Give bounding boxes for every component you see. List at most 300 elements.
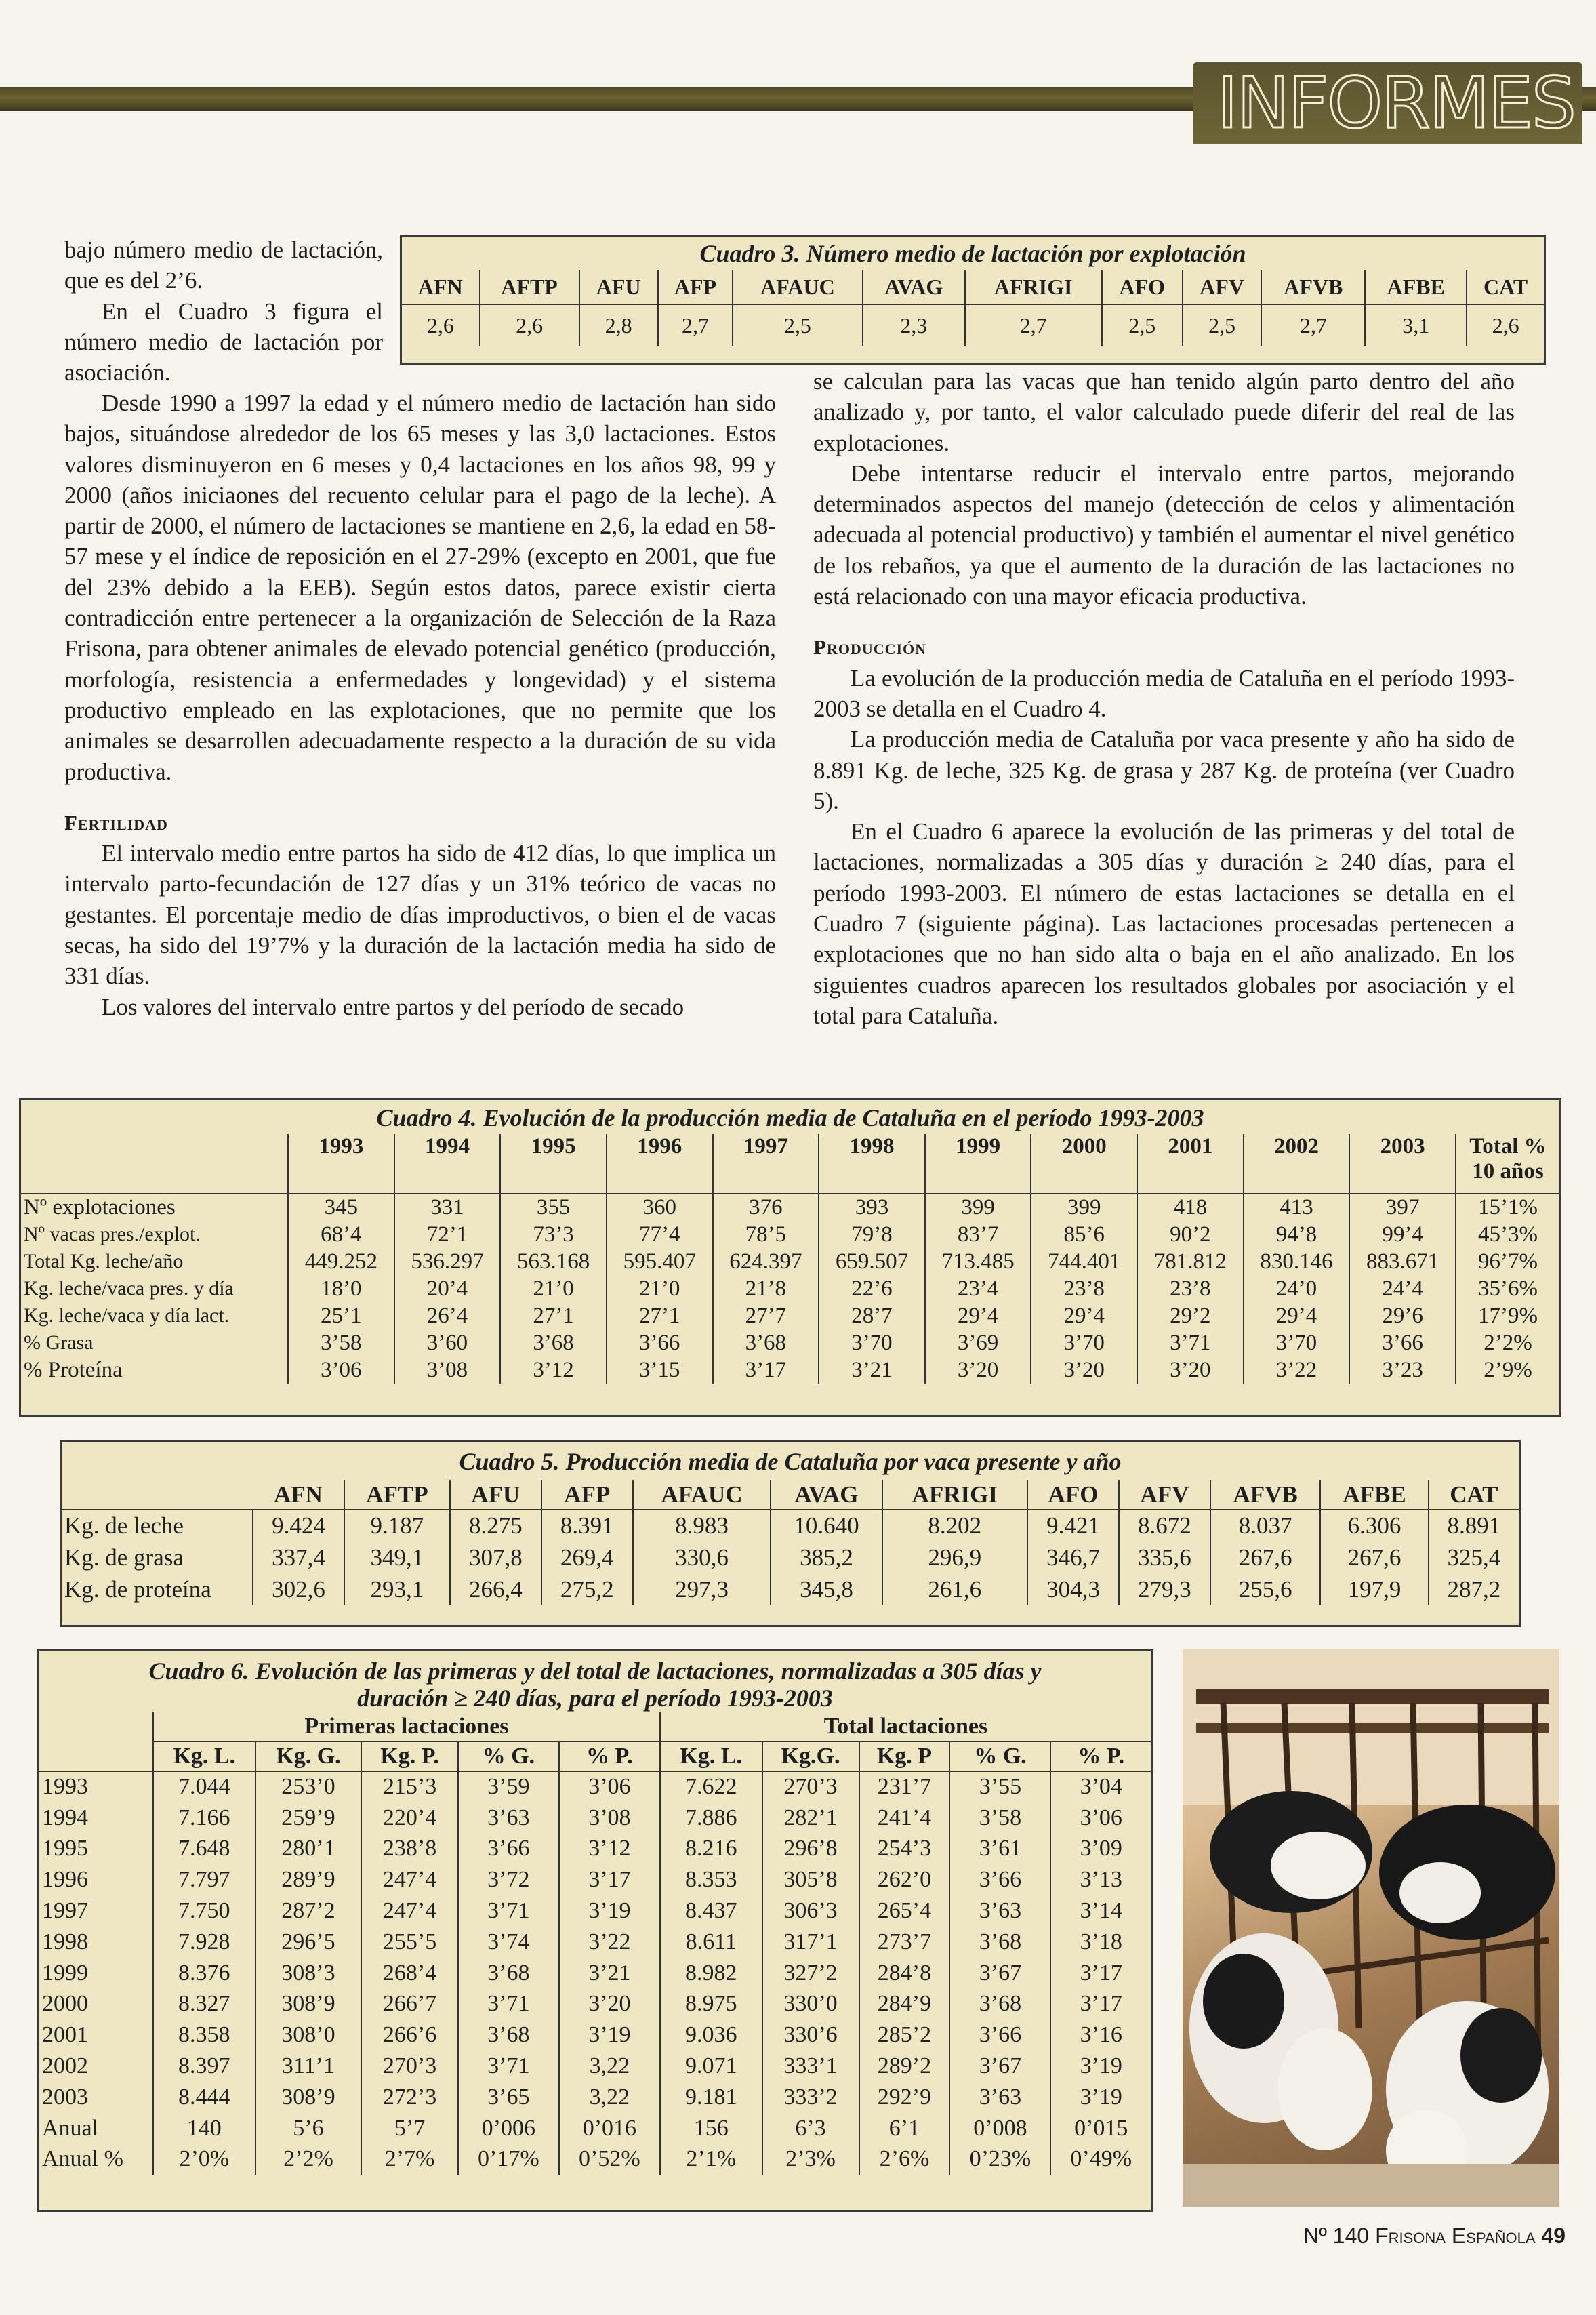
table-cell: 345,8 (771, 1573, 882, 1605)
table-row (62, 1573, 1519, 1605)
row-label: 1997 (42, 1898, 88, 1924)
table-cell: 24’0 (1244, 1275, 1350, 1302)
table-cell: 3’22 (1244, 1356, 1350, 1384)
table-cell: 3’65 (458, 2082, 559, 2113)
table-cell: 197,9 (1320, 1573, 1428, 1605)
table-cell: 8.437 (660, 1895, 762, 1927)
row-label: Kg. leche/vaca pres. y día (24, 1277, 234, 1300)
table-cell: 3’67 (949, 2051, 1050, 2082)
table-cell: 2,8 (579, 304, 658, 346)
table-cell: 3’66 (1349, 1329, 1456, 1356)
table-cell: 308’9 (255, 1989, 362, 2020)
column-header: AFP (541, 1480, 633, 1510)
table-cell: 3’69 (925, 1329, 1031, 1356)
table-cell: 94’8 (1244, 1221, 1350, 1248)
table-cell: 3’71 (1137, 1329, 1244, 1356)
right-col (813, 366, 1515, 1031)
cuadro-5 (60, 1440, 1521, 1627)
table-cell: 83’7 (925, 1221, 1031, 1248)
column-header: AFO (1027, 1480, 1119, 1510)
column-header: % G. (458, 1742, 559, 1771)
table-cell: 287,2 (1429, 1573, 1519, 1605)
table-cell: 333’1 (762, 2051, 859, 2082)
column-header: CAT (1429, 1480, 1519, 1510)
table-cell: 7.750 (153, 1895, 255, 1927)
table-cell: 330’6 (762, 2019, 859, 2051)
table-cell: 3’14 (1050, 1895, 1151, 1927)
table-cell: 8.376 (153, 1958, 255, 1989)
column-header: AFAUC (733, 270, 863, 304)
table-cell: 9.071 (660, 2051, 762, 2082)
table-cell: 3’66 (607, 1329, 713, 1356)
table-cell: 96’7% (1456, 1248, 1559, 1275)
table-cell: 238’8 (361, 1834, 458, 1865)
left-col (64, 388, 776, 1022)
table-cell: 27’7 (713, 1302, 819, 1329)
table-caption: Cuadro 4. Evolución de la producción media de Cataluña en el período 1993-2003 (376, 1104, 1204, 1131)
table-cell: 3’55 (949, 1771, 1050, 1803)
table-cell: 2,5 (733, 304, 863, 346)
paragraph: Los valores del intervalo entre partos y del período de secado (102, 993, 684, 1020)
table-header-row (402, 270, 1544, 304)
cuadro-4 (19, 1098, 1561, 1417)
row-label: Kg. de proteína (64, 1575, 211, 1603)
table-cell: 2’7% (361, 2144, 458, 2175)
table-cell: 418 (1137, 1194, 1244, 1221)
table-cell: 9.181 (660, 2082, 762, 2113)
table-row (39, 2082, 1151, 2113)
paragraph: En el Cuadro 3 figura el número medio de lactación por asociación. (64, 298, 383, 386)
total-header-line: 10 años (1472, 1159, 1544, 1184)
table-cell: 2,6 (480, 304, 579, 346)
row-label: 2000 (42, 1991, 88, 2017)
table-cell: 3’72 (458, 1864, 559, 1895)
table-cell: 3’67 (949, 1958, 1050, 1989)
table-cell: 360 (607, 1194, 713, 1221)
table-caption: Cuadro 5. Producción media de Cataluña por vaca presente y año (459, 1448, 1122, 1475)
column-header: 2003 (1349, 1134, 1456, 1194)
paragraph: se calculan para las vacas que han tenido algún parto dentro del año analizado y, por tanto, el valor calculado puede diferir del real de las explotaciones. (813, 368, 1515, 456)
cuadro-3 (400, 235, 1546, 365)
corner-cell (62, 1480, 253, 1510)
table-cell: 99’4 (1349, 1221, 1456, 1248)
table-cell: 140 (153, 2113, 255, 2144)
table-cell: 220’4 (361, 1803, 458, 1834)
calves-illustration (1183, 1649, 1559, 2207)
section-heading: Producción (813, 635, 927, 660)
caption-line-2: duración ≥ 240 días, para el período 1993-2003 (357, 1685, 833, 1712)
table-row (62, 1510, 1519, 1542)
table-cell: 330’0 (762, 1989, 859, 2020)
row-label: % Grasa (24, 1331, 94, 1354)
table-cell: 325,4 (1429, 1542, 1519, 1573)
row-label: Kg. de leche (64, 1512, 184, 1539)
table-cell: 255,6 (1210, 1573, 1321, 1605)
table-cell: 85’6 (1031, 1221, 1137, 1248)
table-cell: 3’19 (559, 1895, 660, 1927)
table-cell: 22’6 (819, 1275, 925, 1302)
paragraph: Desde 1990 a 1997 la edad y el número medio de lactación han sido bajos, situándose alrededor de los 65 meses y las 3,0 lactaciones. Estos valores disminuyeron en 6 meses y 0,4 lactaciones en los años 98, 99 y 2000 (años iniciaones del recuento celular para el pago de la leche). A partir de 2000, el número de lactaciones se mantiene en 2,6, la edad en 58-57 mese y el índice de reposición en el 27-29% (excepto en 2001, que fue del 23% debido a la EEB). Según estos datos, parece existir cierta contradicción entre pertenecer a la organización de Selección de la Raza Frisona, para obtener animales de elevado potencial genético (producción, morfología, resistencia a enfermedades y longevidad) y el sistema productivo empleado en las explotaciones, que no permite que los animales se desarrollen adecuadamente respecto a la duración de su vida productiva. (64, 390, 776, 785)
table-cell: 90’2 (1137, 1221, 1244, 1248)
table-cell: 3’12 (559, 1834, 660, 1865)
table-cell: 3’08 (394, 1356, 501, 1384)
page-number: 49 (1541, 2223, 1566, 2248)
table-row (39, 2051, 1151, 2082)
table-cell: 29’4 (1031, 1302, 1137, 1329)
table-cell: 68’4 (288, 1221, 394, 1248)
cuadro-5-table (62, 1480, 1519, 1605)
table-cell: 45’3% (1456, 1221, 1559, 1248)
table-cell: 3’70 (1244, 1329, 1350, 1356)
table-cell: 270’3 (762, 1771, 859, 1803)
table-cell: 3’63 (949, 1895, 1050, 1927)
table-cell: 268’4 (361, 1958, 458, 1989)
table-cell: 304,3 (1027, 1573, 1119, 1605)
table-row (39, 1771, 1151, 1803)
left-col-top (64, 235, 383, 388)
table-cell: 3’58 (949, 1803, 1050, 1834)
table-row (39, 1989, 1151, 2020)
row-label: 2003 (42, 2084, 88, 2110)
table-cell: 624.397 (713, 1248, 819, 1275)
table-cell: 3’74 (458, 1927, 559, 1958)
table-cell: 713.485 (925, 1248, 1031, 1275)
page-footer (1227, 2223, 1566, 2257)
table-cell: 563.168 (500, 1248, 607, 1275)
section-heading: Fertilidad (64, 810, 168, 834)
row-label: Nº explotaciones (24, 1195, 176, 1220)
column-header: AFN (417, 275, 463, 299)
table-cell: 376 (713, 1194, 819, 1221)
table-cell: 8.444 (153, 2082, 255, 2113)
row-label: 1996 (42, 1867, 88, 1893)
table-cell: 27’1 (607, 1302, 713, 1329)
row-label: Anual (42, 2115, 99, 2141)
table-cell: 21’0 (500, 1275, 607, 1302)
table-cell: 266’6 (361, 2019, 458, 2051)
table-cell: 24’4 (1349, 1275, 1456, 1302)
table-cell: 18’0 (288, 1275, 394, 1302)
table-cell: 26’4 (394, 1302, 501, 1329)
magazine-name: Frisona Española (1375, 2223, 1536, 2248)
table-cell: 308’3 (255, 1958, 362, 1989)
column-header: AFV (1183, 270, 1261, 304)
table-cell: 2,3 (863, 304, 965, 346)
table-cell: 3’20 (1031, 1356, 1137, 1384)
column-header: Kg. G. (255, 1742, 362, 1771)
table-cell: 346,7 (1027, 1542, 1119, 1573)
paragraph: El intervalo medio entre partos ha sido de 412 días, lo que implica un intervalo parto-fecundación de 127 días y un 31% teórico de vacas no gestantes. El porcentaje medio de días improductivos, o bien el de vacas secas, ha sido del 19’7% y la duración de la lactación media ha sido de 331 días. (64, 840, 776, 990)
table-cell: 3’68 (500, 1329, 607, 1356)
row-label: Kg. de grasa (64, 1544, 184, 1571)
table-cell: 3’17 (713, 1356, 819, 1384)
table-cell: 28’7 (819, 1302, 925, 1329)
table-cell: 7.797 (153, 1864, 255, 1895)
caption-line-1: Cuadro 6. Evolución de las primeras y del total de lactaciones, normalizadas a 305 días y (148, 1657, 1042, 1685)
table-cell: 3’20 (925, 1356, 1031, 1384)
table-cell: 296’5 (255, 1927, 362, 1958)
table-cell: 397 (1349, 1194, 1456, 1221)
column-header: AFVB (1261, 270, 1365, 304)
table-cell: 3’06 (559, 1771, 660, 1803)
table-cell: 9.424 (253, 1510, 344, 1542)
group-total: Total lactaciones (660, 1712, 1151, 1742)
table-cell: 297,3 (633, 1573, 771, 1605)
table-cell: 3,1 (1365, 304, 1467, 346)
column-header: AFRIGI (965, 270, 1102, 304)
table-cell: 2,7 (965, 304, 1102, 346)
table-cell: 247’4 (361, 1864, 458, 1895)
table-cell: 883.671 (1349, 1248, 1456, 1275)
table-cell: 2,5 (1183, 304, 1261, 346)
table-cell: 3’70 (1031, 1329, 1137, 1356)
column-header: AFBE (1320, 1480, 1428, 1510)
column-header: % P. (559, 1742, 660, 1771)
table-cell: 284’8 (859, 1958, 950, 1989)
table-cell: 7.166 (153, 1803, 255, 1834)
table-cell: 259’9 (255, 1803, 362, 1834)
row-label: 1999 (42, 1960, 88, 1986)
table-cell: 8.611 (660, 1927, 762, 1958)
table-cell: 292’9 (859, 2082, 950, 2113)
table-cell: 0’52% (559, 2144, 660, 2175)
table-cell: 287’2 (255, 1895, 362, 1927)
total-header-line: Total % (1469, 1134, 1547, 1159)
table-cell: 8.983 (633, 1510, 771, 1542)
table-cell: 255’5 (361, 1927, 458, 1958)
table-cell: 6’3 (762, 2113, 859, 2144)
table-cell: 385,2 (771, 1542, 882, 1573)
table-cell: 5’7 (361, 2113, 458, 2144)
table-cell: 267,6 (1320, 1542, 1428, 1573)
column-header: 1998 (819, 1134, 925, 1194)
table-cell: 2’9% (1456, 1356, 1559, 1384)
table-cell: 305’8 (762, 1864, 859, 1895)
column-header: AFTP (480, 270, 579, 304)
table-cell: 280’1 (255, 1834, 362, 1865)
table-cell: 3’19 (1050, 2082, 1151, 2113)
table-cell: 279,3 (1119, 1573, 1210, 1605)
paragraph: Debe intentarse reducir el intervalo entre partos, mejorando determinados aspectos del manejo (detección de celos y alimentación adecuada al potencial productivo) y también el aumentar el nivel genético de los rebaños, ya que el aumento de la duración de las lactaciones no está relacionado con una mayor eficacia productiva. (813, 460, 1515, 610)
table-cell: 9.187 (344, 1510, 450, 1542)
table-cell: 659.507 (819, 1248, 925, 1275)
table-cell: 3’70 (819, 1329, 925, 1356)
table-cell: 79’8 (819, 1221, 925, 1248)
row-label: 2001 (42, 2022, 88, 2048)
row-label: Kg. leche/vaca y día lact. (24, 1304, 230, 1327)
table-cell: 3’12 (500, 1356, 607, 1384)
table-cell: 2,7 (658, 304, 733, 346)
table-cell: 308’9 (255, 2082, 362, 2113)
table-cell: 3’13 (1050, 1864, 1151, 1895)
table-cell: 3’20 (1137, 1356, 1244, 1384)
table-cell: 3,22 (559, 2051, 660, 2082)
table-cell: 8.216 (660, 1834, 762, 1865)
column-header: AFRIGI (882, 1480, 1028, 1510)
table-cell: 8.391 (541, 1510, 633, 1542)
table-cell: 327’2 (762, 1958, 859, 1989)
column-header: Kg. P (859, 1742, 950, 1771)
table-row (21, 1248, 1559, 1275)
column-header: AFU (579, 270, 658, 304)
table-header-row (62, 1480, 1519, 1510)
table-cell: 156 (660, 2113, 762, 2144)
column-header: 1996 (607, 1134, 713, 1194)
table-cell: 781.812 (1137, 1248, 1244, 1275)
table-cell: 269,4 (541, 1542, 633, 1573)
table-cell: 3’06 (1050, 1803, 1151, 1834)
table-cell: 266’7 (361, 1989, 458, 2020)
paragraph: bajo número medio de lactación, que es del 2’6. (64, 237, 383, 294)
table-cell: 2’1% (660, 2144, 762, 2175)
table-cell: 3’16 (1050, 2019, 1151, 2051)
column-header: AVAG (771, 1480, 882, 1510)
table-cell: 23’8 (1031, 1275, 1137, 1302)
table-cell: 307,8 (450, 1542, 541, 1573)
table-header-row (21, 1134, 1559, 1194)
table-cell: 3’63 (949, 2082, 1050, 2113)
column-header: 1993 (288, 1134, 394, 1194)
table-cell: 3,22 (559, 2082, 660, 2113)
row-label: 1995 (42, 1836, 88, 1861)
table-cell: 2’0% (153, 2144, 255, 2175)
table-cell: 3’71 (458, 1989, 559, 2020)
table-cell: 3’66 (458, 1834, 559, 1865)
table-cell: 308’0 (255, 2019, 362, 2051)
row-label: 1998 (42, 1929, 88, 1954)
column-header: 1994 (394, 1134, 501, 1194)
group-primeras: Primeras lactaciones (153, 1712, 660, 1742)
table-cell: 3’19 (559, 2019, 660, 2051)
table-caption: Cuadro 3. Número medio de lactación por explotación (699, 240, 1246, 267)
table-cell: 289’9 (255, 1864, 362, 1895)
table-cell: 0’015 (1050, 2113, 1151, 2144)
table-cell: 29’2 (1137, 1302, 1244, 1329)
table-cell: 3’04 (1050, 1771, 1151, 1803)
table-cell: 3’22 (559, 1927, 660, 1958)
issue-number: Nº 140 (1303, 2223, 1376, 2248)
table-cell: 3’63 (458, 1803, 559, 1834)
table-cell: 3’23 (1349, 1356, 1456, 1384)
table-cell: 282’1 (762, 1803, 859, 1834)
table-cell: 23’8 (1137, 1275, 1244, 1302)
table-cell: 3’21 (819, 1356, 925, 1384)
column-header: AFVB (1210, 1480, 1321, 1510)
table-cell: 285’2 (859, 2019, 950, 2051)
table-row (402, 304, 1544, 346)
table-cell: 3’15 (607, 1356, 713, 1384)
table-cell: 536.297 (394, 1248, 501, 1275)
table-cell: 330,6 (633, 1542, 771, 1573)
table-cell: 270’3 (361, 2051, 458, 2082)
table-cell: 3’17 (1050, 1958, 1151, 1989)
table-cell: 8.353 (660, 1864, 762, 1895)
table-cell: 355 (500, 1194, 607, 1221)
table-cell: 265’4 (859, 1895, 950, 1927)
table-cell: 25’1 (288, 1302, 394, 1329)
table-cell: 3’17 (1050, 1989, 1151, 2020)
table-cell: 272’3 (361, 2082, 458, 2113)
table-cell: 8.672 (1119, 1510, 1210, 1542)
table-cell: 2,6 (1467, 304, 1544, 346)
table-row (39, 2019, 1151, 2051)
table-cell: 333’2 (762, 2082, 859, 2113)
table-cell: 293,1 (344, 1573, 450, 1605)
table-cell: 3’17 (559, 1864, 660, 1895)
table-row (21, 1194, 1559, 1221)
table-cell: 241’4 (859, 1803, 950, 1834)
table-cell: 8.397 (153, 2051, 255, 2082)
table-cell: 2’2% (255, 2144, 362, 2175)
table-cell: 3’68 (458, 1958, 559, 1989)
table-cell: 317’1 (762, 1927, 859, 1958)
table-cell: 3’68 (949, 1927, 1050, 1958)
table-row (39, 2144, 1151, 2175)
table-cell: 29’6 (1349, 1302, 1456, 1329)
column-header: AFU (450, 1480, 541, 1510)
table-cell: 3’20 (559, 1989, 660, 2020)
row-label: 2002 (42, 2053, 88, 2079)
table-row (39, 2113, 1151, 2144)
table-cell: 284’9 (859, 1989, 950, 2020)
row-label: Total Kg. leche/año (24, 1250, 184, 1272)
table-cell: 3’06 (288, 1356, 394, 1384)
table-cell: 306’3 (762, 1895, 859, 1927)
table-cell: 296’8 (762, 1834, 859, 1865)
table-cell: 830.146 (1244, 1248, 1350, 1275)
column-header: Kg.G. (762, 1742, 859, 1771)
table-cell: 0’49% (1050, 2144, 1151, 2175)
column-header: AFN (273, 1481, 323, 1508)
table-cell: 2’3% (762, 2144, 859, 2175)
column-header: AFP (658, 270, 733, 304)
table-cell: 29’4 (1244, 1302, 1350, 1329)
column-header: Kg. P. (361, 1742, 458, 1771)
column-header: % P. (1050, 1742, 1151, 1771)
table-cell: 3’68 (713, 1329, 819, 1356)
table-row (21, 1356, 1559, 1384)
table-cell: 8.202 (882, 1510, 1028, 1542)
table-cell: 6.306 (1320, 1510, 1428, 1542)
table-cell: 449.252 (288, 1248, 394, 1275)
table-cell: 289’2 (859, 2051, 950, 2082)
table-cell: 6’1 (859, 2113, 950, 2144)
column-header: % G. (949, 1742, 1050, 1771)
table-cell: 15’1% (1456, 1194, 1559, 1221)
column-header: AFO (1102, 270, 1183, 304)
cuadro-3-table (402, 270, 1544, 346)
table-cell: 0’23% (949, 2144, 1050, 2175)
table-cell: 0’008 (949, 2113, 1050, 2144)
column-header: AFV (1119, 1480, 1210, 1510)
column-header: 1995 (500, 1134, 607, 1194)
table-cell: 345 (288, 1194, 394, 1221)
table-cell: 9.036 (660, 2019, 762, 2051)
table-cell: 267,6 (1210, 1542, 1321, 1573)
table-cell: 261,6 (882, 1573, 1028, 1605)
table-cell: 3’21 (559, 1958, 660, 1989)
table-cell: 262’0 (859, 1864, 950, 1895)
table-cell: 27’1 (500, 1302, 607, 1329)
table-cell: 215’3 (361, 1771, 458, 1803)
corner-cell (21, 1134, 288, 1194)
table-row (39, 1864, 1151, 1895)
table-cell: 3’68 (458, 2019, 559, 2051)
table-cell: 8.275 (450, 1510, 541, 1542)
table-cell: 9.421 (1027, 1510, 1119, 1542)
table-cell: 2’6% (859, 2144, 950, 2175)
table-cell: 73’3 (500, 1221, 607, 1248)
